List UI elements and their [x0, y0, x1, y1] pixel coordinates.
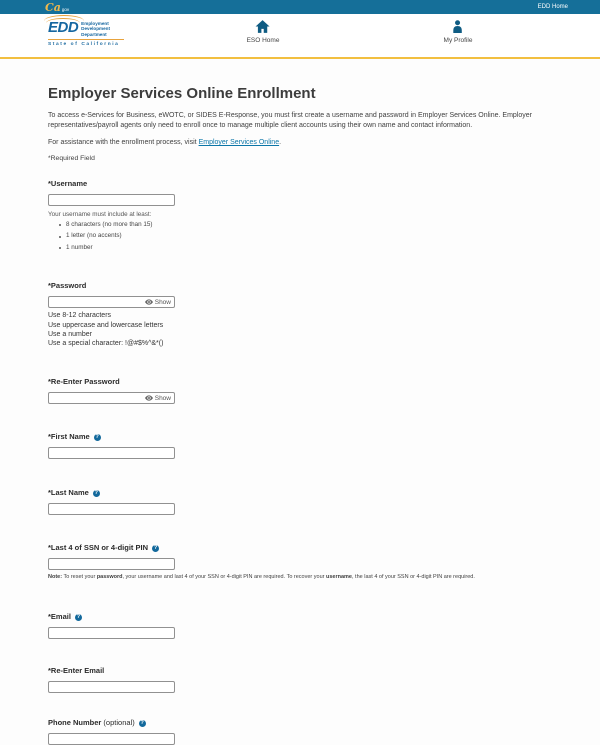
reenter-email-label: *Re-Enter Email: [48, 666, 105, 676]
ssn-pin-note: Note: To reset your password, your username and last 4 of your SSN or 4-digit PIN are required. To recover your username, the last 4 of your SSN or 4-digit PIN are required.: [48, 574, 475, 581]
person-icon: [452, 20, 464, 33]
edd-logo-swoosh2-icon: [46, 18, 80, 28]
reenter-password-show-button[interactable]: Show: [145, 395, 174, 402]
edd-home-link[interactable]: EDD Home: [537, 4, 568, 10]
intro-paragraph: To access e-Services for Business, eWOTC, or SIDES E-Response, you must first create a username and password in Employer Services Online. Employer representatives/payroll agents only need to enroll once to manage multiple client accounts using their own name and contact information.: [48, 112, 532, 129]
username-label: *Username: [48, 179, 88, 188]
main-content: [0, 85, 600, 745]
reenter-email-group: [48, 660, 552, 693]
password-input[interactable]: [49, 297, 145, 307]
phone-group: [48, 712, 552, 745]
email-label: *Email: [48, 612, 71, 622]
ssn-pin-question-icon[interactable]: ?: [153, 545, 158, 552]
password-group: [48, 275, 552, 348]
last-name-label: *Last Name: [48, 488, 89, 498]
ssn-pin-group: [48, 537, 552, 580]
last-name-group: [48, 482, 552, 515]
first-name-group: [48, 426, 552, 459]
nav-eso-home-label: ESO Home: [246, 37, 280, 44]
phone-label-optional: (optional): [101, 718, 135, 728]
password-field: [48, 296, 175, 308]
ssn-pin-label: *Last 4 of SSN or 4-digit PIN: [48, 543, 149, 553]
ssn-pin-input[interactable]: [48, 558, 175, 570]
username-group: [48, 173, 552, 251]
username-rule: 1 number: [66, 245, 552, 252]
reenter-password-group: [48, 371, 552, 404]
last-name-input[interactable]: [48, 503, 175, 515]
required-field-note: *Required Field: [48, 155, 95, 162]
phone-label: Phone Number (optional): [48, 718, 135, 728]
reenter-password-field: [48, 392, 175, 404]
password-rule: Use 8-12 characters: [48, 312, 112, 320]
password-rule: Use uppercase and lowercase letters: [48, 321, 164, 329]
edd-logo-word: EDD: [48, 19, 79, 37]
reenter-password-label: *Re-Enter Password: [48, 377, 120, 387]
email-question-icon[interactable]: ?: [76, 614, 81, 621]
home-icon: [256, 20, 270, 33]
site-header: [0, 14, 600, 59]
password-show-button[interactable]: Show: [145, 299, 174, 306]
utility-bar: [0, 0, 600, 14]
edd-logo[interactable]: [48, 19, 124, 47]
reenter-password-input[interactable]: [49, 393, 145, 403]
page-title: Employer Services Online Enrollment: [48, 85, 316, 102]
ca-gov-logo[interactable]: [45, 2, 69, 13]
password-label: *Password: [48, 281, 87, 291]
nav-eso-home[interactable]: [247, 20, 280, 44]
last-name-question-icon[interactable]: ?: [94, 490, 99, 497]
phone-question-icon[interactable]: ?: [140, 720, 144, 727]
password-rule: Use a number: [48, 330, 92, 338]
assist-paragraph: For assistance with the enrollment process, visit Employer Services Online.: [48, 139, 282, 146]
email-input[interactable]: [48, 627, 175, 639]
first-name-question-icon[interactable]: ?: [95, 434, 99, 441]
username-help-heading: Your username must include at least:: [48, 211, 152, 218]
username-rules-list: [48, 222, 552, 251]
nav-my-profile-label: My Profile: [443, 37, 473, 44]
username-rule: 1 letter (no accents): [66, 233, 552, 240]
edd-logo-lines: Employment Development Department: [81, 21, 111, 37]
phone-input[interactable]: [48, 733, 175, 745]
edd-logo-tagline: State of California: [48, 39, 124, 47]
username-rule: 8 characters (no more than 15): [66, 222, 552, 229]
email-group: [48, 606, 552, 639]
username-input[interactable]: [48, 194, 175, 206]
nav-my-profile[interactable]: [444, 20, 473, 44]
first-name-label: *First Name: [48, 432, 90, 442]
reenter-email-input[interactable]: [48, 681, 175, 693]
ca-gov-logo-suffix: gov: [61, 6, 70, 12]
eye-icon: [145, 395, 153, 401]
employer-services-online-link[interactable]: Employer Services Online: [198, 139, 280, 146]
eye-icon: [145, 299, 153, 305]
password-rules: [48, 311, 552, 348]
first-name-input[interactable]: [48, 447, 175, 459]
ca-gov-logo-script: Ca: [45, 0, 61, 14]
password-rule: Use a special character: !@#$%^&*(): [48, 340, 164, 347]
